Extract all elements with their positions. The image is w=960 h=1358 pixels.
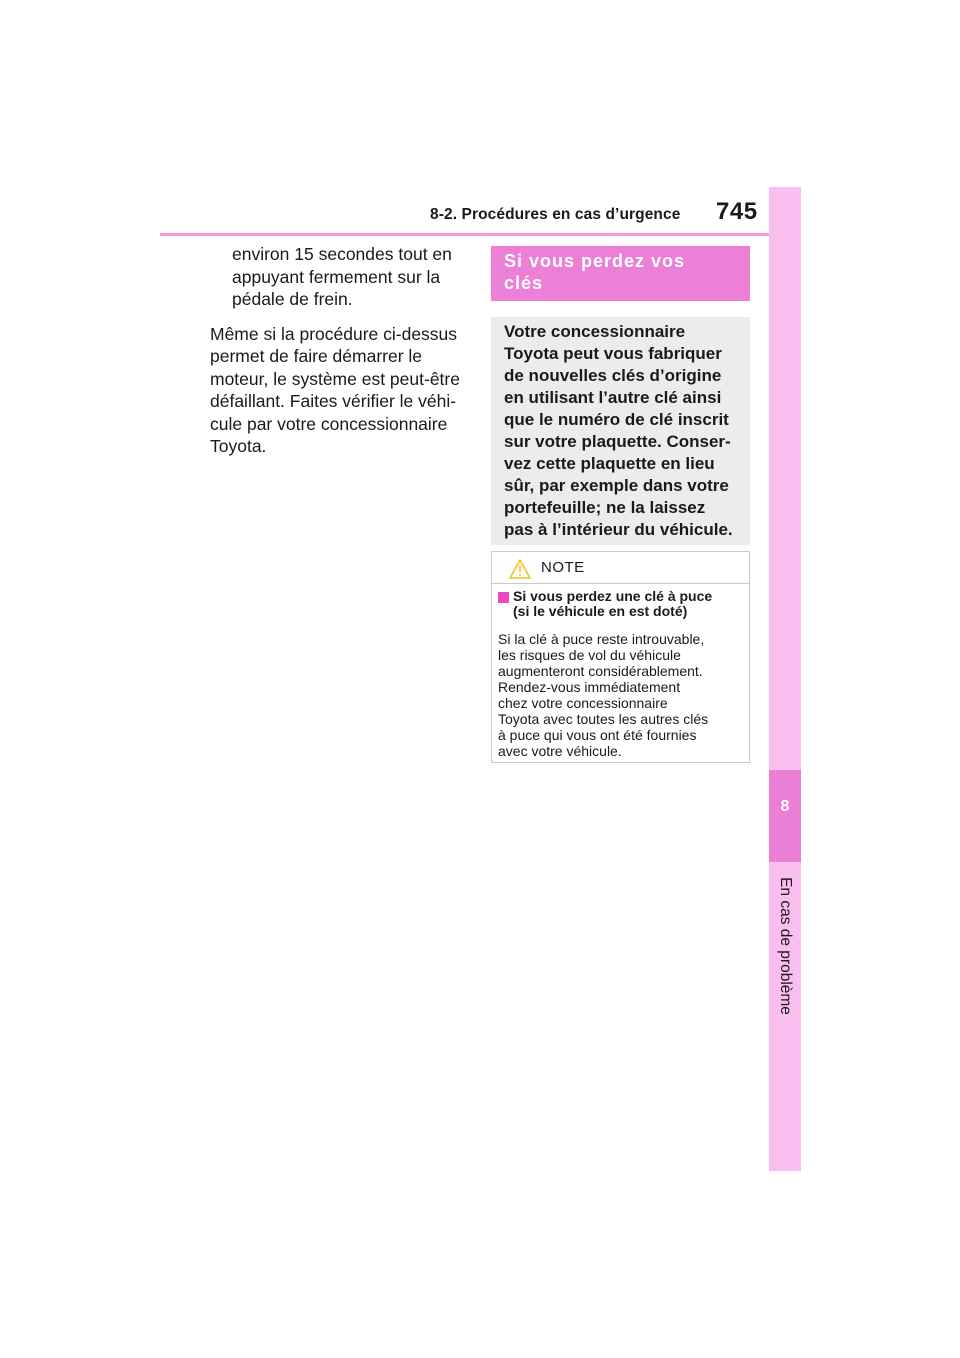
square-bullet-icon bbox=[498, 592, 509, 603]
text-line: défaillant. Faites vérifier le véhi- bbox=[210, 391, 457, 411]
summary-text bbox=[504, 321, 737, 541]
text-line: chez votre concessionnaire bbox=[498, 695, 668, 711]
heading-line: Si vous perdez une clé à puce bbox=[513, 588, 713, 604]
text-line: permet de faire démarrer le bbox=[210, 346, 423, 366]
text-line: environ 15 secondes tout en bbox=[232, 244, 452, 264]
text-line: Même si la procédure ci-dessus bbox=[210, 323, 458, 344]
body-paragraph bbox=[210, 323, 470, 458]
chapter-label: En cas de problème bbox=[777, 877, 794, 1015]
text-line: augmenteront considérablement. bbox=[498, 663, 703, 679]
text-line: Votre concessionnaire bbox=[504, 322, 686, 341]
text-line: à puce qui vous ont été fournies bbox=[498, 727, 697, 743]
text-line: Toyota avec toutes les autres clés bbox=[498, 711, 709, 727]
note-heading-row bbox=[498, 589, 743, 619]
text-line: Rendez-vous immédiatement bbox=[498, 679, 681, 695]
page-number: 745 bbox=[716, 198, 758, 225]
note-body bbox=[498, 631, 743, 759]
text-line: que le numéro de clé inscrit bbox=[504, 410, 729, 429]
text-line: pas à l’intérieur du véhicule. bbox=[504, 520, 733, 539]
note-content bbox=[492, 584, 749, 759]
chapter-number-box bbox=[769, 770, 801, 862]
section-title: 8-2. Procédures en cas d’urgence bbox=[430, 206, 681, 223]
title-line: clés bbox=[504, 273, 544, 293]
text-line: sûr, par exemple dans votre bbox=[504, 476, 729, 495]
continuation-text bbox=[210, 243, 470, 311]
text-line: Toyota peut vous fabriquer bbox=[504, 344, 722, 363]
text-line: moteur, le système est peut-être bbox=[210, 368, 460, 389]
text-line: vez cette plaquette en lieu bbox=[504, 454, 715, 473]
topic-title bbox=[504, 250, 737, 294]
note-title: NOTE bbox=[541, 559, 585, 576]
chapter-number: 8 bbox=[780, 798, 790, 815]
heading-line: (si le véhicule en est doté) bbox=[513, 603, 688, 619]
title-line: Si vous perdez vos bbox=[504, 251, 686, 271]
note-header bbox=[492, 552, 749, 584]
text-line: cule par votre concessionnaire bbox=[210, 413, 448, 434]
chapter-tab bbox=[769, 187, 801, 1171]
summary-box bbox=[491, 317, 750, 545]
note-box bbox=[491, 551, 750, 763]
text-line: avec votre véhicule. bbox=[498, 743, 622, 759]
text-line: appuyant fermement sur la bbox=[232, 266, 441, 287]
topic-header bbox=[491, 246, 750, 301]
left-column bbox=[210, 243, 470, 458]
note-heading bbox=[513, 589, 712, 619]
text-line: les risques de vol du véhicule bbox=[498, 647, 681, 663]
text-line: de nouvelles clés d’origine bbox=[504, 366, 722, 385]
text-line: en utilisant l’autre clé ainsi bbox=[504, 388, 722, 407]
text-line: pédale de frein. bbox=[232, 289, 353, 309]
text-line: sur votre plaquette. Conser- bbox=[504, 432, 731, 451]
text-line: Si la clé à puce reste introuvable, bbox=[498, 631, 705, 647]
warning-triangle-icon bbox=[509, 559, 531, 579]
text-line: portefeuille; ne la laissez bbox=[504, 498, 706, 517]
header-divider bbox=[160, 233, 770, 236]
text-line: Toyota. bbox=[210, 436, 267, 456]
